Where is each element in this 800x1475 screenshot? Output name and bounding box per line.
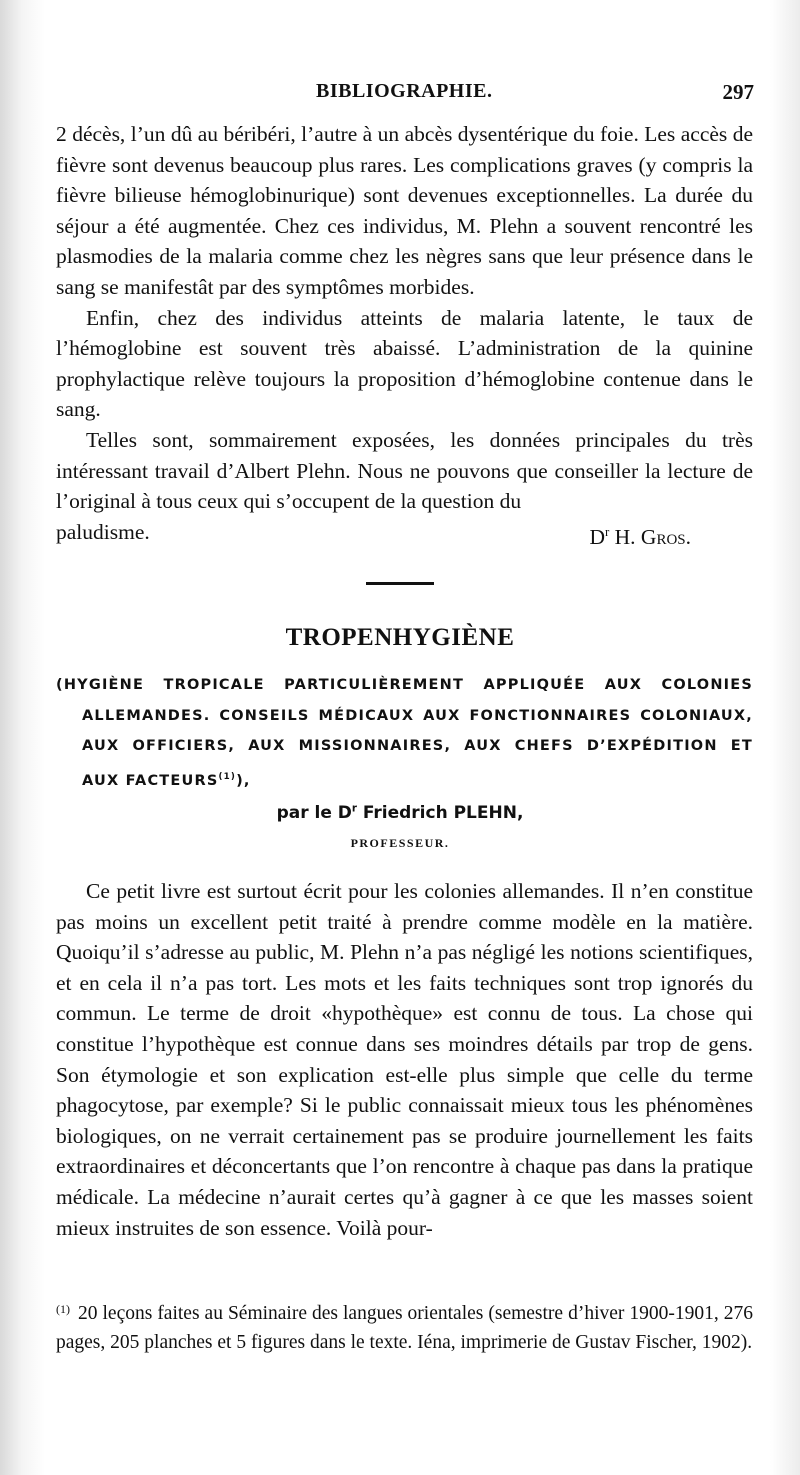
review-title: TROPENHYGIÈNE: [285, 624, 515, 651]
signature-name: H. Gros.: [614, 524, 691, 549]
footnote-reference: (1): [218, 771, 237, 782]
footnote-mark: (1): [56, 1302, 70, 1316]
paragraph: Ce petit livre est surtout écrit pour les colonies allemandes. Il n’en constitue pas moins un excellent petit traité à prendre comme modèle en la matière. Quoiqu’il s’adresse au public, M. Plehn n’a pas négligé les notions scientifiques, et en cela il n’a pas tort. Les mots et les faits techniques sont trop ignorés du commun. Le terme de droit «hypothèque» est connu de tous. La chose qui constitue l’hypothèque est connue dans ses moindres détails par trop de gens. Son étymologie et son explication est-elle plus simple que celle du terme phagocytose, par exemple? Si le public connaissait mieux tous les phénomènes biologiques, on ne verrait certainement pas se produire journellement les faits extraordinaires et déconcertants que l’on rencontre à chaque pas dans la pratique médicale. La médecine n’aurait certes qu’à gagner à ce que les masses soient mieux instruites de son essence. Voilà pour-: [56, 879, 753, 1240]
subtitle-line: AUX OFFICIERS, AUX MISSIONNAIRES, AUX CHEFS D’EXPÉDITION ET: [82, 738, 753, 754]
previous-review-conclusion: [56, 119, 753, 552]
page-number: 297: [722, 80, 754, 104]
paragraph-last-word: paludisme.: [56, 519, 150, 544]
footnote: [56, 1295, 753, 1357]
footnote-text: 20 leçons faites au Séminaire des langues orientales (semestre d’hiver 1900-1901, 276 pages, 205 planches et 5 figures dans le texte. Iéna, imprimerie de Gustav Fischer, 1902).: [56, 1303, 753, 1353]
section-divider: [366, 582, 434, 585]
paragraph: 2 décès, l’un dû au béribéri, l’autre à un abcès dysentérique du foie. Les accès de fièvre sont devenus beaucoup plus rares. Les complications graves (y compris la fièvre bilieuse hémoglobinurique) sont devenues exceptionnelles. La durée du séjour a été augmentée. Chez ces individus, M. Plehn a souvent rencontré les plasmodies de la malaria comme chez les nègres sans que leur présence dans le sang se manifestât par des symptômes morbides.: [56, 122, 753, 299]
page-header: [56, 80, 754, 110]
running-head: BIBLIOGRAPHIE.: [316, 80, 493, 102]
review-body: [56, 876, 753, 1243]
author-title: PROFESSEUR.: [350, 836, 450, 850]
paragraph: Telles sont, sommairement exposées, les données principales du très intéressant travail d’Albert Plehn. Nous ne pouvons que conseiller la lecture de l’original à tous ceux qui s’occupent de la question du: [56, 427, 753, 514]
signature: $D^r$ H. Gros.: [589, 524, 691, 549]
subtitle-line: ALLEMANDES. CONSEILS MÉDICAUX AUX FONCTIONNAIRES COLONIAUX,: [82, 707, 753, 724]
signature-line: [56, 517, 753, 553]
author-byline: par le $D^r$ Friedrich PLEHN,: [276, 803, 524, 823]
review-subtitle: [56, 670, 753, 796]
subtitle-line: (HYGIÈNE TROPICALE PARTICULIÈREMENT APPLIQUÉE AUX COLONIES: [56, 677, 753, 693]
paragraph: Enfin, chez des individus atteints de malaria latente, le taux de l’hémoglobine est souvent très abaissé. L’administration de la quinine prophylactique relève toujours la proposition d’hémoglobine contenue dans le sang.: [56, 305, 753, 422]
subtitle-line: AUX FACTEURS$^{(1)}$),: [82, 771, 251, 789]
